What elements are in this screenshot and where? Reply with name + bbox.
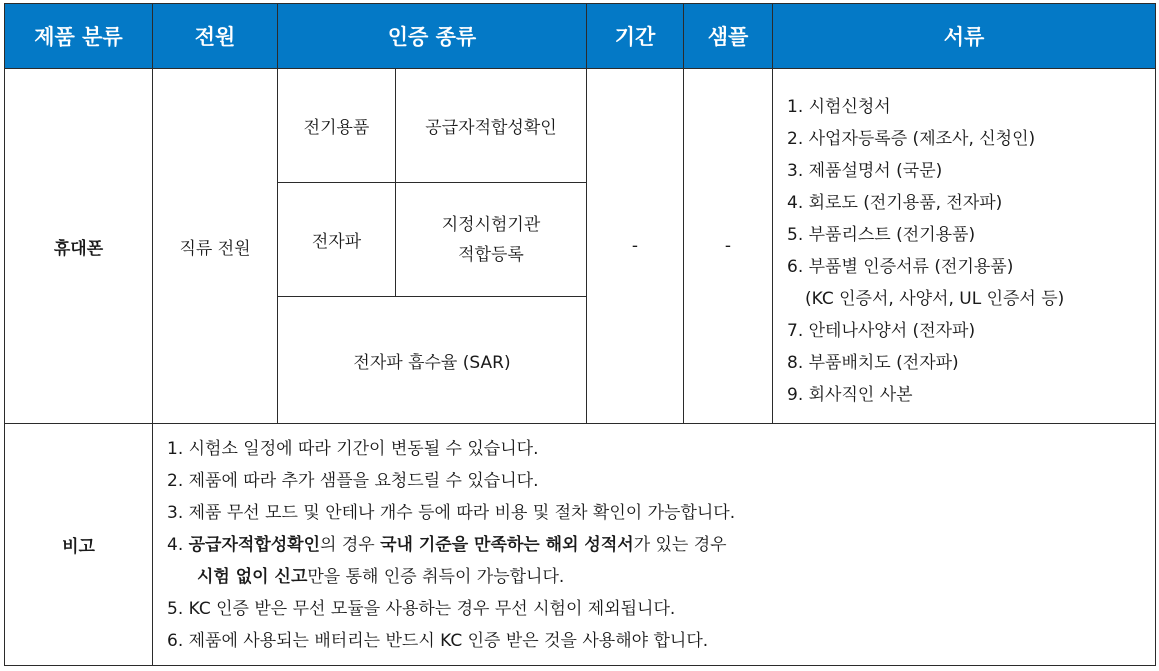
cert-type-line2: 적합등록 (458, 244, 524, 265)
remarks-list (153, 424, 1155, 657)
cert-group-emc: 전자파 (278, 183, 396, 297)
remark-item: 3. 제품 무선 모드 및 안테나 개수 등에 따라 비용 및 절차 확인이 가능합니다. (167, 503, 736, 523)
remarks-cell (153, 424, 1156, 666)
cert-group-electric: 전기용품 (278, 69, 396, 183)
remark-item: 2. 제품에 따라 추가 샘플을 요청드릴 수 있습니다. (167, 471, 539, 491)
remark-text: 의 경우 (320, 535, 381, 555)
remark-text: 만을 통해 인증 취득이 가능합니다. (307, 567, 565, 587)
remark-text: 가 있는 경우 (633, 535, 727, 555)
product-power: 직류 전원 (153, 69, 278, 424)
document-item: 1. 시험신청서 (787, 97, 891, 117)
remark-bold: 시험 없이 신고 (197, 567, 308, 587)
product-sample: - (684, 69, 773, 424)
document-item: 3. 제품설명서 (국문) (787, 161, 943, 181)
document-item: 7. 안테나사양서 (전자파) (787, 321, 976, 341)
remark-item: 5. KC 인증 받은 무선 모듈을 사용하는 경우 무선 시험이 제외됩니다. (167, 599, 676, 619)
document-item: 9. 회사직인 사본 (787, 385, 913, 405)
header-cert-type: 인증 종류 (278, 4, 587, 69)
document-item: 2. 사업자등록증 (제조사, 신청인) (787, 129, 1036, 149)
document-item: (KC 인증서, 사양서, UL 인증서 등) (805, 289, 1065, 309)
cert-type-registration (396, 183, 587, 297)
product-category: 휴대폰 (5, 69, 153, 424)
cert-sar: 전자파 흡수율 (SAR) (278, 297, 587, 424)
header-category: 제품 분류 (5, 4, 153, 69)
document-item: 6. 부품별 인증서류 (전기용품) (787, 257, 1014, 277)
remarks-row (5, 424, 1156, 666)
product-row (5, 69, 1156, 183)
remark-item: 6. 제품에 사용되는 배터리는 반드시 KC 인증 받은 것을 사용해야 합니다. (167, 631, 709, 651)
remark-num: 4. (167, 535, 189, 555)
document-item: 8. 부품배치도 (전자파) (787, 353, 959, 373)
remarks-label: 비고 (5, 424, 153, 666)
document-item: 4. 회로도 (전기용품, 전자파) (787, 193, 1003, 213)
cert-type-sdoc: 공급자적합성확인 (396, 69, 587, 183)
remark-bold: 국내 기준을 만족하는 해외 성적서 (380, 535, 634, 555)
remark-bold: 공급자적합성확인 (188, 535, 321, 555)
header-documents: 서류 (773, 4, 1156, 69)
certification-table (4, 3, 1156, 666)
header-row (5, 4, 1156, 69)
product-period: - (587, 69, 684, 424)
remark-item: 1. 시험소 일정에 따라 기간이 변동될 수 있습니다. (167, 439, 539, 459)
cert-type-line1: 지정시험기관 (441, 214, 541, 235)
remark-item (167, 529, 1155, 561)
document-item: 5. 부품리스트 (전기용품) (787, 225, 976, 245)
header-sample: 샘플 (684, 4, 773, 69)
remark-item (167, 561, 1155, 593)
header-power: 전원 (153, 4, 278, 69)
documents-list (773, 69, 1155, 411)
header-period: 기간 (587, 4, 684, 69)
documents-cell (773, 69, 1156, 424)
